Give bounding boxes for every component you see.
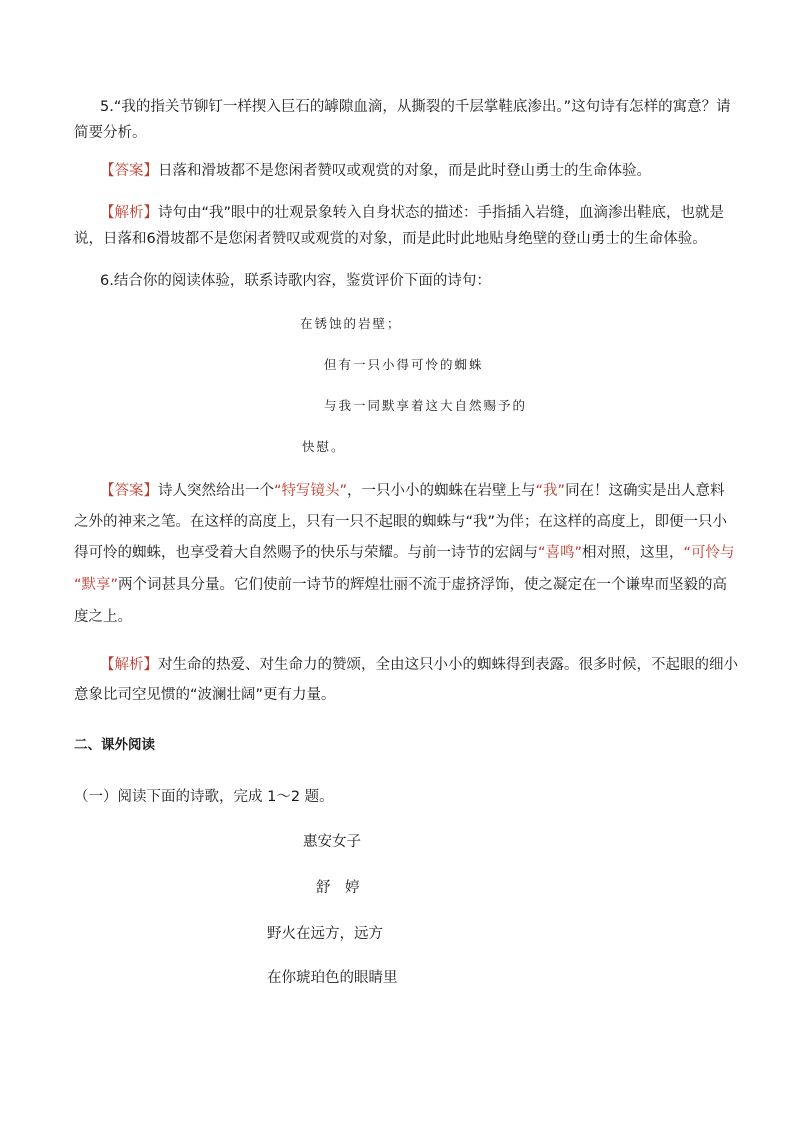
question-6: 6.结合你的阅读体验，联系诗歌内容，鉴赏评价下面的诗句： [100,273,491,289]
answer-6-line-4: “默享”两个词甚具分量。它们使前一诗节的辉煌壮丽不流于虚挤浮饰，使之凝定在一个谦卑而坚毅的高 [74,577,728,593]
analysis-tag: 【解析】 [100,205,158,221]
answer-tag: 【答案】 [100,483,158,499]
poem-body-line-1: 野火在远方，远方 [267,926,383,942]
section-heading: 二、课外阅读 [74,737,155,753]
answer-5 [100,156,651,186]
analysis-tag: 【解析】 [100,657,158,673]
poem-line-1: 在锈蚀的岩壁； [300,316,402,331]
poem-line-3: 与我一同默享着这大自然赐予的 [324,398,528,413]
poem-author: 舒 婷 [316,880,360,896]
analysis-6: 【解析】对生命的热爱、对生命力的赞颂，全由这只小小的蜘蛛得到表露。很多时候，不起眼的细小 [100,657,738,673]
analysis-line-1: 诗句由“我”眼中的壮观景象转入自身状态的描述：手指插入岩缝，血滴渗出鞋底，也就是 [158,205,725,221]
answer-text: 日落和滑坡都不是您闲者赞叹或观赏的对象，而是此时登山勇士的生命体验。 [158,163,651,179]
poem-body-line-2: 在你琥珀色的眼睛里 [267,970,398,986]
question-5-line-2: 简要分析。 [74,125,147,141]
section-instruction: （一）阅读下面的诗歌，完成 1～2 题。 [74,789,334,805]
poem-title: 惠安女子 [303,834,361,850]
poem-line-4: 快慰。 [302,439,346,454]
answer-6: 【答案】诗人突然给出一个“特写镜头”，一只小小的蜘蛛在岩壁上与“我”同在！这确实是出人意料 [100,483,725,499]
analysis-6-line-2: 意象比司空见惯的“波澜壮阔”更有力量。 [74,687,336,703]
answer-6-line-2: 之外的神来之笔。在这样的高度上，只有一只不起眼的蜘蛛与“我”为伴；在这样的高度上，即便一只小 [74,514,728,530]
answer-6-line-3: 得可怜的蜘蛛，也享受着大自然赐予的快乐与荣耀。与前一诗节的宏阔与“喜鸣”相对照，这里，“可怜与 [74,545,735,561]
analysis-5-line-2: 说，日落和6滑坡都不是您闲者赞叹或观赏的对象，而是此时此地贴身绝壁的登山勇士的生命体验。 [74,231,707,247]
answer-tag: 【答案】 [100,163,158,179]
answer-6-line-5: 度之上。 [74,609,132,625]
poem-line-2: 但有一只小得可怜的蜘蛛 [324,357,484,372]
question-5 [100,92,731,122]
question-5-line-1: 5.“我的指关节铆钉一样揳入巨石的罅隙血滴，从撕裂的千层掌鞋底渗出。”这句诗有怎样的寓意？请 [100,99,731,115]
